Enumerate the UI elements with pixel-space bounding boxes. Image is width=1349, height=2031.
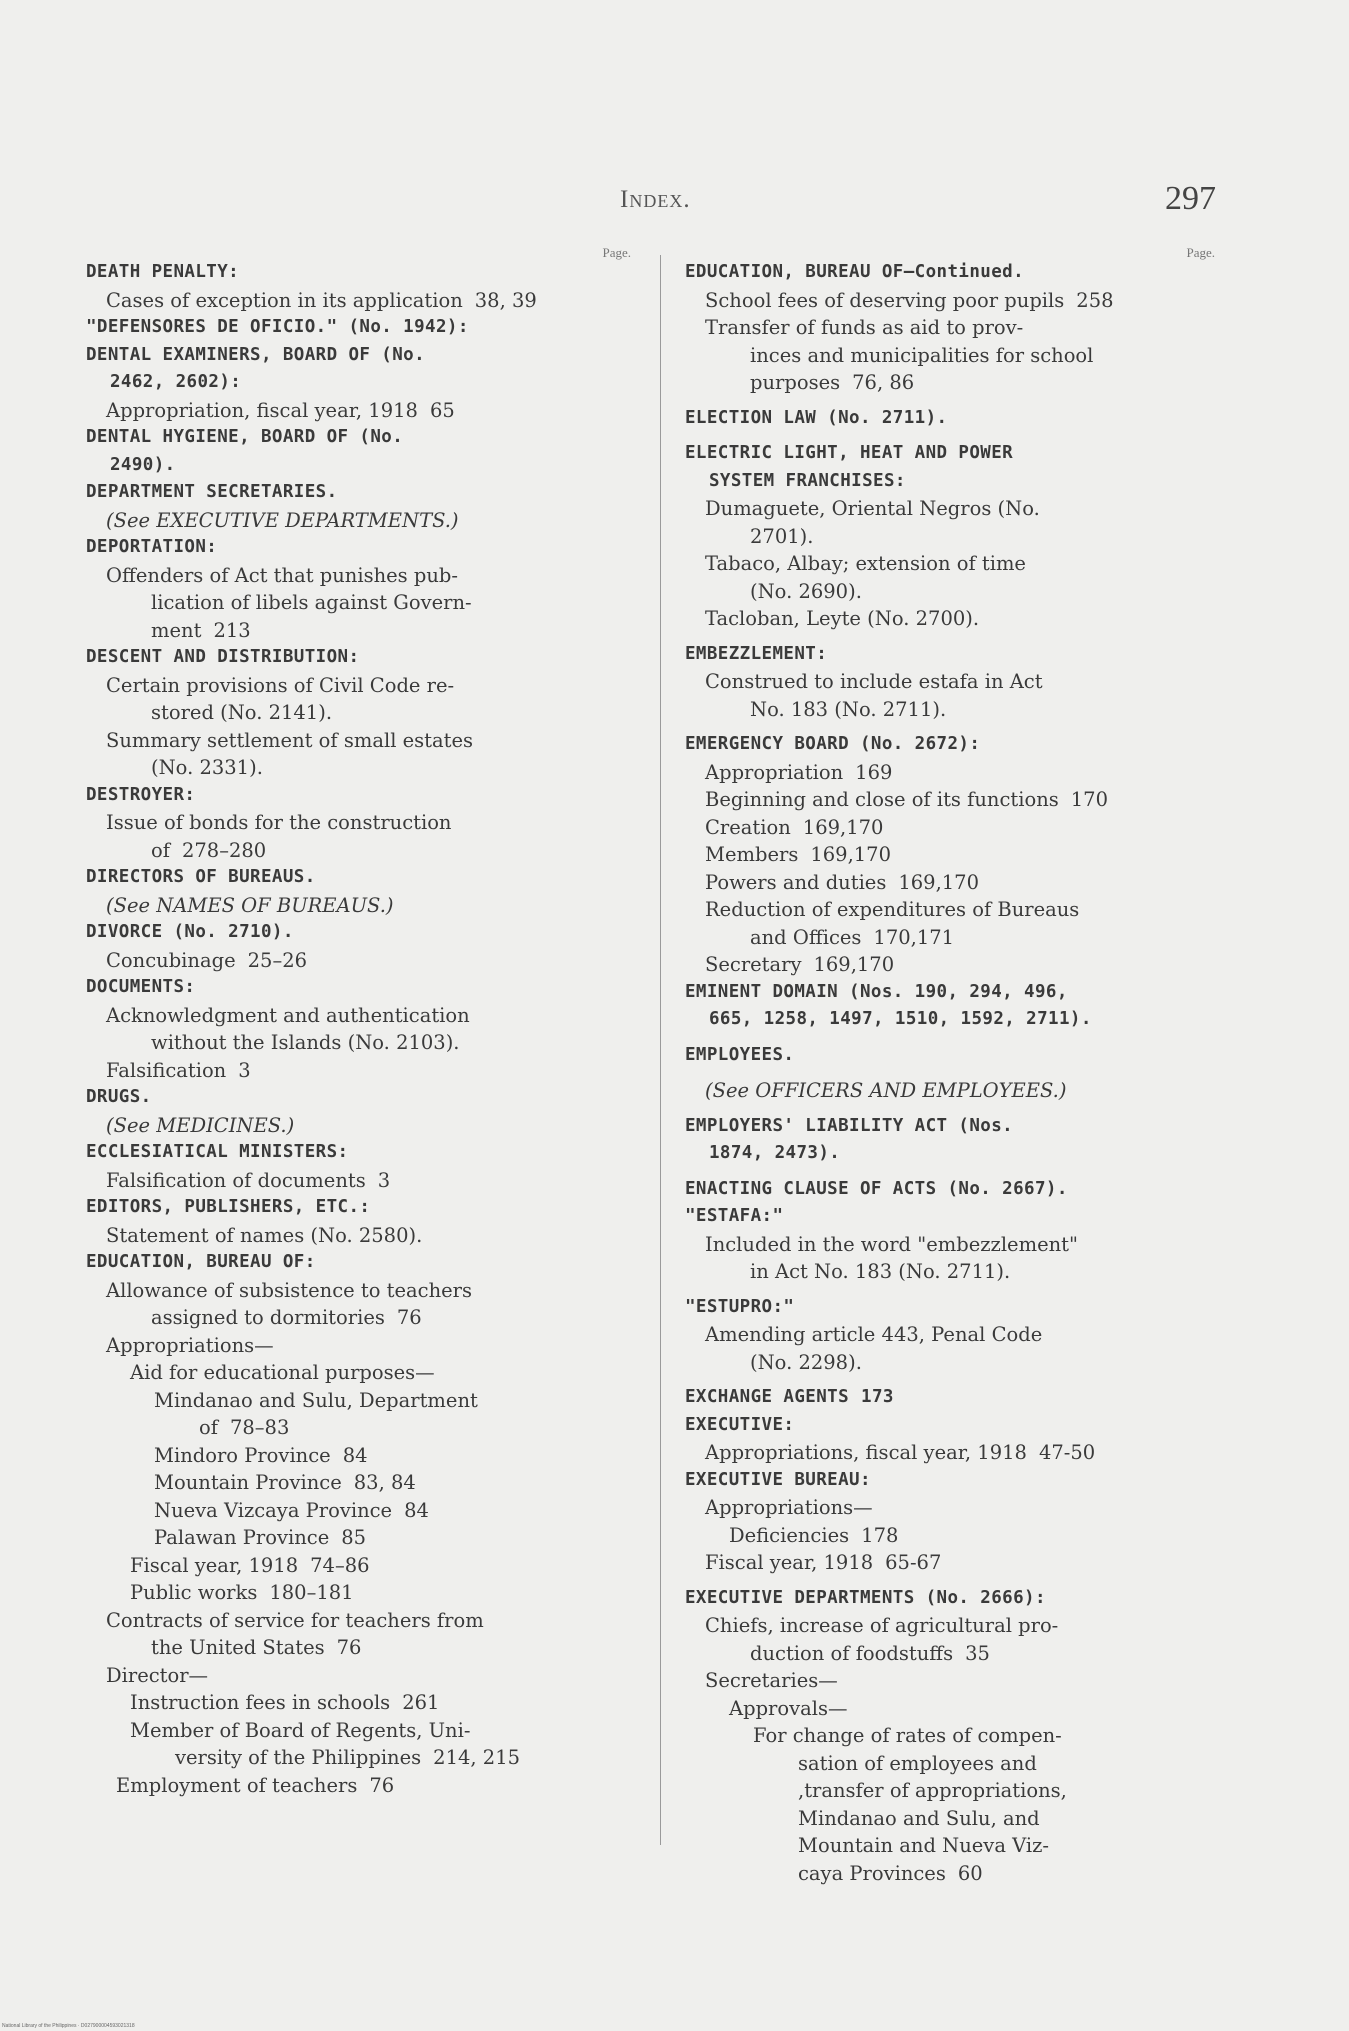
entry-text: DENTAL EXAMINERS, BOARD OF (No. <box>86 344 426 365</box>
page-reference: 76, 86 <box>852 371 915 394</box>
index-entry <box>86 1607 631 1662</box>
entry-text: Creation <box>705 815 791 839</box>
index-heading <box>86 864 631 892</box>
entry-text: Cases of exception in its application <box>106 288 463 312</box>
entry-text: DRUGS. <box>86 1087 152 1107</box>
entry-text: purposes <box>750 371 841 394</box>
index-entry <box>86 562 631 645</box>
entry-text: Mindoro Province <box>154 1443 331 1467</box>
index-entry <box>685 1612 1215 1667</box>
index-heading <box>86 919 631 947</box>
entry-text: Contracts of service for teachers from <box>106 1608 484 1632</box>
scan-credit: National Library of the Philippines · D027900004593021318 <box>2 2023 135 2029</box>
page-reference: 261 <box>402 1691 440 1714</box>
entry-text: "ESTUPRO:" <box>685 1296 795 1317</box>
entry-text: Member of Board of Regents, Uni- <box>130 1718 471 1742</box>
index-entry <box>685 814 1215 842</box>
index-entry <box>685 495 1215 550</box>
entry-text: caya Provinces <box>798 1861 946 1885</box>
entry-text: Deficiencies <box>729 1523 850 1547</box>
entry-text: Approvals— <box>729 1696 848 1720</box>
index-heading <box>685 979 1215 1034</box>
entry-text: (See EXECUTIVE DEPARTMENTS.) <box>106 508 459 532</box>
index-entry <box>86 947 631 975</box>
index-entry <box>86 1442 631 1470</box>
entry-text: Appropriations— <box>705 1496 873 1519</box>
index-heading <box>685 405 1215 433</box>
page-column-label: Page. <box>602 245 631 260</box>
index-heading <box>86 534 631 562</box>
entry-text: 2462, 2602): <box>110 372 242 392</box>
entry-text: Mindanao and Sulu, Department <box>154 1388 478 1412</box>
index-heading <box>685 641 1215 669</box>
index-heading <box>685 259 1215 287</box>
index-entry <box>685 1695 1215 1723</box>
index-heading <box>86 1139 631 1167</box>
index-entry <box>685 1522 1215 1550</box>
entry-text: Reduction of expenditures of Bureaus <box>705 898 1080 921</box>
entry-text: stored (No. 2141). <box>151 701 333 724</box>
index-heading <box>86 314 631 342</box>
entry-text: EMERGENCY BOARD (No. 2672): <box>685 734 981 754</box>
entry-text: DESCENT AND DISTRIBUTION: <box>86 647 360 667</box>
page-reference: 178 <box>861 1523 899 1547</box>
entry-text: ELECTRIC LIGHT, HEAT AND POWER <box>685 443 1014 463</box>
index-entry <box>86 1167 631 1195</box>
page-reference: 278–280 <box>181 838 267 862</box>
entry-text: EDUCATION, BUREAU OF—Continued. <box>685 262 1025 282</box>
entry-text: SYSTEM FRANCHISES: <box>709 470 906 491</box>
index-entry <box>685 841 1215 869</box>
entry-text: Certain provisions of Civil Code re- <box>106 673 455 697</box>
entry-text: EXCHANGE AGENTS <box>685 1387 850 1407</box>
entry-text: Statement of names (No. 2580). <box>106 1223 423 1247</box>
entry-text: Amending article 443, Penal Code <box>705 1323 1043 1346</box>
page-reference: 65 <box>429 398 455 422</box>
entry-text: assigned to dormitories <box>151 1306 385 1329</box>
page-reference: 76 <box>369 1773 395 1797</box>
index-entry <box>685 314 1215 397</box>
page-reference: 169,170 <box>802 815 884 839</box>
index-entry <box>685 1549 1215 1577</box>
entry-text: DOCUMENTS: <box>86 977 196 997</box>
entry-text: of <box>199 1416 218 1439</box>
entry-text: DEATH PENALTY: <box>86 262 240 282</box>
entry-text: the United States <box>151 1636 325 1659</box>
entry-text: duction of foodstuffs <box>750 1641 954 1665</box>
page-reference: 35 <box>965 1641 990 1665</box>
index-heading <box>86 1084 631 1112</box>
index-entry <box>86 1689 631 1717</box>
entry-text: 665, 1258, 1497, 1510, 1592, 2711). <box>709 1009 1092 1029</box>
index-heading <box>86 644 631 672</box>
entry-text: Mindanao and Sulu, and <box>798 1806 1040 1830</box>
page-reference: 84 <box>404 1498 429 1522</box>
entry-text: (See OFFICERS AND EMPLOYEES.) <box>705 1079 1067 1102</box>
index-entry <box>86 397 631 425</box>
page-number: 297 <box>1165 180 1216 217</box>
entry-text: 2701). <box>750 524 814 548</box>
entry-text: Mountain Province <box>154 1471 342 1494</box>
entry-text: Allowance of subsistence to teachers <box>106 1278 473 1302</box>
entry-text: 2490). <box>110 454 176 475</box>
entry-text: (See NAMES OF BUREAUS.) <box>106 893 394 917</box>
index-entry <box>86 1772 631 1800</box>
entry-text: EDITORS, PUBLISHERS, ETC.: <box>86 1197 371 1217</box>
index-entry <box>685 1667 1215 1695</box>
index-entry <box>86 1524 631 1552</box>
entry-text: (No. 2690). <box>750 579 862 603</box>
page-reference: 78–83 <box>229 1416 290 1439</box>
entry-text: Secretary <box>705 953 802 976</box>
page-reference: 76 <box>396 1306 422 1329</box>
page-reference: 214, 215 <box>433 1746 521 1769</box>
index-heading <box>86 479 631 507</box>
index-entry <box>86 1497 631 1525</box>
entry-text: Beginning and close of its functions <box>705 788 1059 811</box>
entry-text: Palawan Province <box>154 1526 330 1549</box>
entry-text: Offenders of Act that punishes pub- <box>106 563 458 587</box>
entry-text: (No. 2331). <box>151 756 263 779</box>
entry-text: Director— <box>106 1663 209 1687</box>
entry-text: Secretaries— <box>705 1669 838 1692</box>
entry-text: 1874, 2473). <box>709 1143 841 1163</box>
entry-text: Appropriations, fiscal year, 1918 <box>705 1441 1027 1464</box>
entry-text: sation of employees and <box>798 1751 1037 1775</box>
entry-text: EDUCATION, BUREAU OF: <box>86 1252 316 1272</box>
index-entry <box>685 896 1215 951</box>
entry-text: School fees of deserving poor pupils <box>705 288 1065 312</box>
page-reference: 76 <box>336 1636 362 1659</box>
index-heading <box>685 731 1215 759</box>
entry-text: "DEFENSORES DE OFICIO." (No. 1942): <box>86 317 469 337</box>
index-entry <box>86 1112 631 1140</box>
index-entry <box>86 892 631 920</box>
index-heading <box>86 782 631 810</box>
column-divider <box>660 255 661 1845</box>
entry-text: DEPARTMENT SECRETARIES. <box>86 482 338 502</box>
entry-text: For change of rates of compen- <box>753 1724 1062 1747</box>
entry-text: Concubinage <box>106 948 236 972</box>
entry-text: No. 183 (No. 2711). <box>750 697 947 721</box>
entry-text: EXECUTIVE DEPARTMENTS (No. 2666): <box>685 1587 1046 1608</box>
entry-text: EMPLOYEES. <box>685 1044 795 1065</box>
index-entry <box>685 1321 1215 1376</box>
page-header <box>0 180 1349 240</box>
entry-text: Summary settlement of small estates <box>106 728 474 752</box>
page-reference: 3 <box>238 1058 251 1082</box>
entry-text: Included in the word "embezzlement" <box>705 1232 1078 1256</box>
entry-text: EMPLOYERS' LIABILITY ACT (Nos. <box>685 1115 1014 1136</box>
entry-text: Tabaco, Albay; extension of time <box>705 552 1026 575</box>
entry-text: ECCLESIATICAL MINISTERS: <box>86 1142 349 1162</box>
entry-text: Appropriation <box>705 760 844 784</box>
index-entry <box>86 672 631 727</box>
index-entry <box>86 1469 631 1497</box>
page-reference: 169,170 <box>810 843 891 866</box>
entry-text: of <box>151 838 170 862</box>
entry-text: DIVORCE (No. 2710). <box>86 922 294 942</box>
entry-text: Tacloban, Leyte (No. 2700). <box>705 607 980 630</box>
entry-text: Dumaguete, Oriental Negros (No. <box>705 497 1040 520</box>
index-entry <box>685 1077 1215 1105</box>
running-head: Index. <box>620 186 691 213</box>
index-entry <box>86 1332 631 1360</box>
entry-text: (See MEDICINES.) <box>106 1113 295 1137</box>
entry-text: DESTROYER: <box>86 784 196 805</box>
index-entry <box>685 1722 1215 1887</box>
index-entry <box>86 1057 631 1085</box>
index-heading <box>685 1412 1215 1440</box>
entry-text: Nueva Vizcaya Province <box>154 1498 393 1522</box>
entry-text: and Offices <box>750 925 862 949</box>
index-entry <box>86 809 631 864</box>
index-entry <box>685 287 1215 315</box>
index-heading <box>685 1203 1215 1231</box>
index-entry <box>86 1359 631 1387</box>
entry-text: Appropriations— <box>106 1333 274 1357</box>
page-reference: 84 <box>342 1443 368 1467</box>
index-heading <box>685 1384 1215 1412</box>
entry-text: Powers and duties <box>705 870 887 894</box>
entry-text: DIRECTORS OF BUREAUS. <box>86 867 316 887</box>
entry-text: EMBEZZLEMENT: <box>685 643 828 664</box>
index-entry <box>685 1439 1215 1467</box>
index-entry <box>86 727 631 782</box>
page-reference: 173 <box>861 1387 894 1407</box>
entry-text: EMINENT DOMAIN (Nos. 190, 294, 496, <box>685 981 1068 1002</box>
index-entry <box>685 1231 1215 1286</box>
page-reference: 47-50 <box>1038 1441 1096 1464</box>
entry-text: DEPORTATION: <box>86 537 218 557</box>
page-column-label: Page. <box>1186 245 1215 260</box>
page-reference: 213 <box>213 618 251 642</box>
entry-text: Construed to include estafa in Act <box>705 670 1043 693</box>
page-reference: 38, 39 <box>474 288 537 312</box>
index-heading <box>685 1042 1215 1070</box>
entry-text: Aid for educational purposes— <box>130 1361 435 1384</box>
index-column-left <box>86 245 631 1799</box>
entry-text: EXECUTIVE: <box>685 1414 795 1435</box>
page-reference: 65-67 <box>885 1551 942 1574</box>
page-reference: 3 <box>377 1168 391 1192</box>
index-entry <box>86 1579 631 1607</box>
entry-text: Fiscal year, 1918 <box>130 1553 299 1577</box>
index-heading <box>685 1176 1215 1204</box>
index-column-right <box>685 245 1215 1887</box>
entry-text: inces and municipalities for school <box>750 343 1094 367</box>
entry-text: ELECTION LAW (No. 2711). <box>685 407 948 428</box>
entry-text: ,transfer of appropriations, <box>798 1779 1067 1802</box>
page-reference: 85 <box>341 1526 367 1549</box>
index-heading <box>86 974 631 1002</box>
index-heading <box>685 1585 1215 1613</box>
index-entry <box>685 1494 1215 1522</box>
index-heading <box>86 259 631 287</box>
index-entry <box>685 550 1215 605</box>
index-entry <box>86 287 631 315</box>
page-reference: 258 <box>1076 288 1114 312</box>
entry-text: without the Islands (No. 2103). <box>151 1031 460 1054</box>
index-heading <box>86 1194 631 1222</box>
index-entry <box>685 759 1215 787</box>
index-entry <box>86 1387 631 1442</box>
index-entry <box>86 1662 631 1690</box>
page-reference: 170,171 <box>873 925 955 949</box>
index-entry <box>86 1717 631 1772</box>
index-heading <box>685 1467 1215 1495</box>
index-heading <box>685 440 1215 495</box>
page-reference: 74–86 <box>310 1553 370 1577</box>
entry-text: DENTAL HYGIENE, BOARD OF (No. <box>86 427 404 447</box>
index-entry <box>685 786 1215 814</box>
entry-text: Falsification <box>106 1058 227 1082</box>
entry-text: Mountain and Nueva Viz- <box>798 1834 1049 1857</box>
entry-text: Chiefs, increase of agricultural pro- <box>705 1614 1059 1637</box>
index-entry <box>685 951 1215 979</box>
index-entry <box>86 1552 631 1580</box>
entry-text: Members <box>705 843 799 866</box>
index-heading <box>86 424 631 479</box>
index-entry <box>685 869 1215 897</box>
page-reference: 170 <box>1070 788 1108 811</box>
entry-text: Issue of bonds for the construction <box>106 811 452 834</box>
entry-text: in Act No. 183 (No. 2711). <box>750 1260 1011 1283</box>
entry-text: Transfer of funds as aid to prov- <box>705 316 1024 339</box>
index-entry <box>685 605 1215 633</box>
page-reference: 169,170 <box>898 870 979 894</box>
entry-text: (No. 2298). <box>750 1350 862 1374</box>
entry-text: ment <box>151 618 202 642</box>
index-heading <box>685 1113 1215 1168</box>
entry-text: Falsification of documents <box>106 1168 366 1192</box>
index-heading <box>86 1249 631 1277</box>
index-entry <box>86 1277 631 1332</box>
page-reference: 169,170 <box>813 953 895 976</box>
entry-text: EXECUTIVE BUREAU: <box>685 1469 871 1490</box>
entry-text: lication of libels against Govern- <box>151 591 472 614</box>
entry-text: Appropriation, fiscal year, 1918 <box>106 398 418 422</box>
page-reference: 60 <box>957 1861 983 1885</box>
entry-text: Public works <box>130 1581 258 1604</box>
page-reference: 83, 84 <box>353 1471 416 1494</box>
index-entry <box>685 668 1215 723</box>
index-heading <box>86 342 631 397</box>
entry-text: Fiscal year, 1918 <box>705 1551 874 1574</box>
page-reference: 25–26 <box>247 948 308 972</box>
index-heading <box>685 1294 1215 1322</box>
entry-text: Employment of teachers <box>116 1773 358 1797</box>
page-reference: 169 <box>855 760 893 784</box>
index-entry <box>86 1222 631 1250</box>
entry-text: versity of the Philippines <box>175 1746 422 1769</box>
index-entry <box>86 507 631 535</box>
entry-text: ENACTING CLAUSE OF ACTS (No. 2667). <box>685 1178 1068 1199</box>
page-reference: 180–181 <box>269 1581 354 1604</box>
index-entry <box>86 1002 631 1057</box>
entry-text: Instruction fees in schools <box>130 1691 391 1714</box>
entry-text: Acknowledgment and authentication <box>106 1003 470 1027</box>
entry-text: "ESTAFA:" <box>685 1206 784 1226</box>
